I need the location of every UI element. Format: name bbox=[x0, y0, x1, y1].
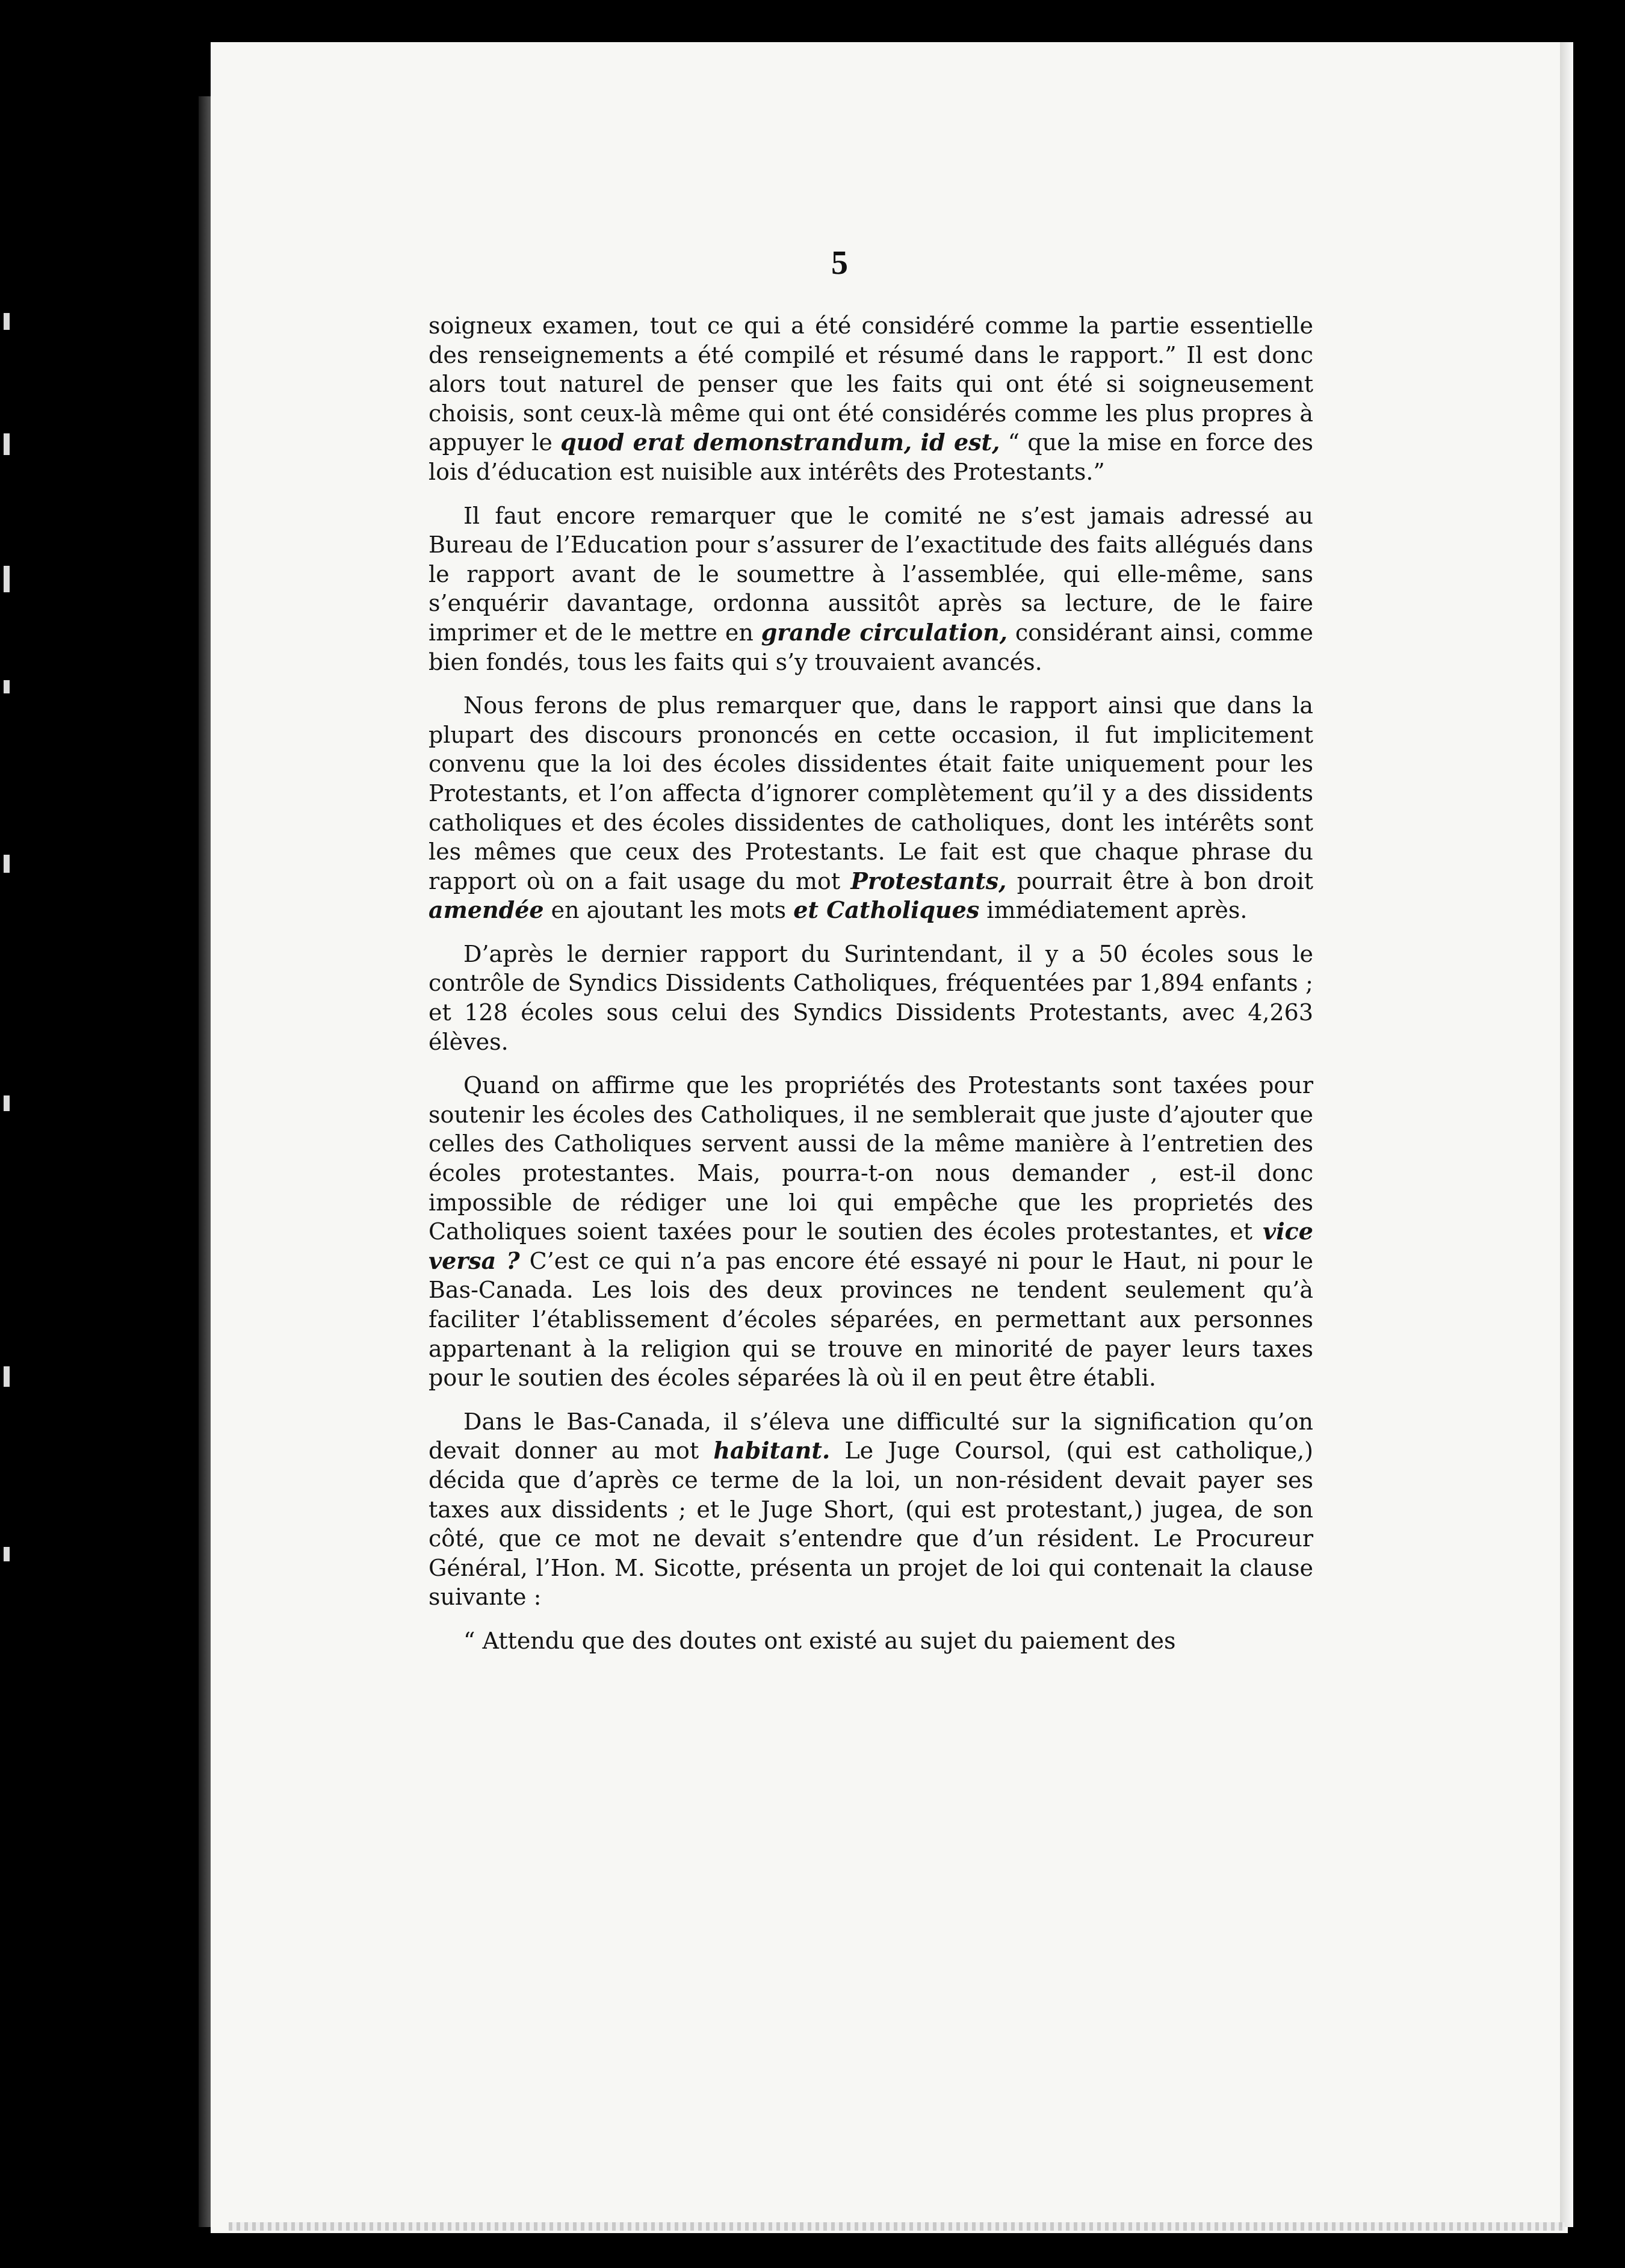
text-run: Nous ferons de plus remarquer que, dans le rapport ainsi que dans la plupart des discours prononcés en cette occasion, il fut implicitement convenu que la loi des écoles dissidentes était faite uniquement pour les Protestants, et l’on affecta d’ignorer complètement qu’il y a des dissidents catholiques et des écoles dissidentes de catholiques, dont les intérêts sont les mêmes que ceux des Protestants. Le fait est que chaque phrase du rapport où on a fait usage du mot bbox=[429, 692, 1313, 894]
text-run: Dans le Bas-Canada, il s’éleva une difficulté sur la signification qu’on devait donner au mot bbox=[429, 1408, 1313, 1464]
emphasized-text: habitant. bbox=[713, 1437, 831, 1464]
paragraph bbox=[429, 311, 1313, 487]
paragraph bbox=[429, 1407, 1313, 1612]
text-run: D’après le dernier rapport du Surintendant, il y a 50 écoles sous le contrôle de Syndics Dissidents Catholiques, fréquentées par 1,894 enfants ; et 128 écoles sous celui des Syndics Dissidents Protestants, avec 4,263 élèves. bbox=[429, 940, 1313, 1055]
page-bottom-edge bbox=[229, 2222, 1565, 2231]
paragraph bbox=[429, 691, 1313, 925]
body-text bbox=[429, 311, 1313, 1656]
paragraph bbox=[429, 940, 1313, 1056]
paragraph bbox=[429, 1626, 1313, 1656]
page-right-edge bbox=[1560, 42, 1573, 2227]
text-run: C’est ce qui n’a pas encore été essayé ni pour le Haut, ni pour le Bas-Canada. Les lois des deux provinces ne tendent seulement qu’à faciliter l’établissement d’écoles séparées, en permettant aux personnes appartenant à la religion qui se trouve en minorité de payer leurs taxes pour le soutien des écoles séparées là où il en peut être établi. bbox=[429, 1247, 1313, 1392]
text-run: considérant ainsi, comme bien fondés, tous les faits qui s’y trouvaient avancés. bbox=[429, 619, 1313, 675]
text-run: Quand on affirme que les propriétés des Protestants sont taxées pour soutenir les écoles des Catholiques, il ne semblerait que juste d’ajouter que celles des Catholiques servent aussi de la même manière à l’entretien des écoles protestantes. Mais, pourra-t-on nous demander , est-il donc impossible de rédiger une loi qui empêche que les proprietés des Catholiques soient taxées pour le soutien des écoles protestantes, et bbox=[429, 1072, 1313, 1245]
emphasized-text: vice versa ? bbox=[429, 1218, 1313, 1274]
emphasized-text: et Catholiques bbox=[793, 896, 980, 924]
text-run: soigneux examen, tout ce qui a été considéré comme la partie essentielle des renseignements a été compilé et résumé dans le rapport.” Il est donc alors tout naturel de penser que les faits qui ont été si soigneusement choisis, sont ceux-là même qui ont été considérés comme les plus propres à appuyer le bbox=[429, 312, 1313, 456]
emphasized-text: Protestants, bbox=[850, 867, 1007, 894]
text-run: “ Attendu que des doutes ont existé au sujet du paiement des bbox=[463, 1627, 1176, 1654]
text-run: immédiatement après. bbox=[979, 897, 1248, 924]
left-margin-marks bbox=[0, 313, 18, 1637]
text-run: Le Juge Coursol, (qui est catholique,) décida que d’après ce terme de la loi, un non-résident devait payer ses taxes aux dissidents ; et le Juge Short, (qui est protestant,) jugea, de son côté, que ce mot ne devait s’entendre que d’un résident. Le Procureur Général, l’Hon. M. Sicotte, présenta un projet de loi qui contenait la clause suivante : bbox=[429, 1437, 1314, 1611]
emphasized-text: quod erat demonstrandum, id est, bbox=[560, 429, 1000, 456]
paragraph bbox=[429, 501, 1313, 677]
page-number: 5 bbox=[831, 244, 848, 282]
text-run: Il faut encore remarquer que le comité ne s’est jamais adressé au Bureau de l’Education pour s’assurer de l’exactitude des faits allégués dans le rapport avant de le soumettre à l’assemblée, qui elle-même, sans s’enquérir davantage, ordonna aussitôt après sa lecture, de le faire imprimer et de le mettre en bbox=[429, 502, 1313, 646]
paragraph bbox=[429, 1071, 1313, 1393]
text-run: pourrait être à bon droit bbox=[1006, 867, 1313, 894]
text-run: en ajoutant les mots bbox=[543, 897, 794, 924]
text-run: “ que la mise en force des lois d’éducation est nuisible aux intérêts des Protestants.” bbox=[429, 429, 1313, 485]
emphasized-text: amendée bbox=[429, 896, 544, 924]
emphasized-text: grande circulation, bbox=[761, 618, 1008, 646]
